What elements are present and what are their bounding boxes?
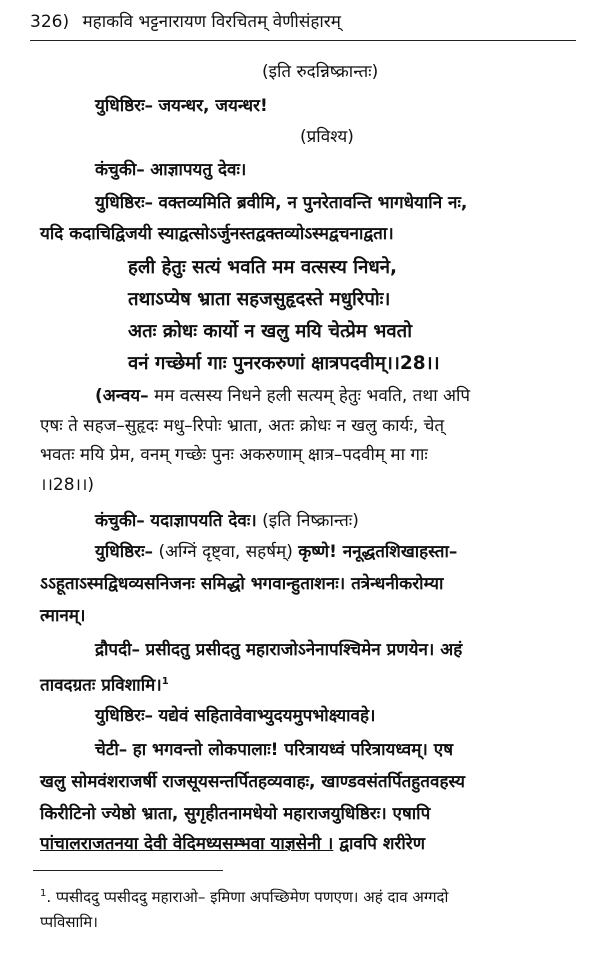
page-number: 326) xyxy=(30,12,70,32)
dialogue-text: वक्तव्यमिति ब्रवीमि, न पुनरेतावन्ति भागधेयानि नः, xyxy=(158,193,468,213)
dialogue-text: कृष्णे! ननूद्धतशिखाहस्ता– xyxy=(298,542,458,562)
footnote xyxy=(40,882,448,909)
speaker-name: युधिष्ठिरः– xyxy=(95,706,154,726)
speaker-name: चेटी– xyxy=(95,740,128,760)
stage-direction: (प्रविश्य) xyxy=(300,127,354,147)
dialogue-continuation: त्मानम्। xyxy=(40,606,86,626)
anvaya-line: भवतः मयि प्रेम, वनम् गच्छेः पुनः अकरुणाम् क्षात्र–पदवीम् मा गाः xyxy=(40,445,428,465)
dialogue-line xyxy=(95,191,467,215)
dialogue-line xyxy=(95,704,375,728)
speaker-name: द्रौपदी– xyxy=(95,640,141,660)
dialogue-continuation: ऽऽहूताऽस्मद्विधव्यसनिजनः समिद्धो भगवान्हुताशनः। तत्रेन्धनीकरोम्या xyxy=(40,574,444,594)
dialogue-line xyxy=(95,509,359,533)
verse-line: तथाऽप्येष भ्राता सहजसुहृदस्ते मधुरिपोः। xyxy=(128,289,391,310)
stage-direction: (इति रुदन्निष्क्रान्तः) xyxy=(262,62,379,82)
dialogue-continuation: किरीटिनो ज्येष्ठो भ्राता, सुगृहीतनामधेयो महाराजयुधिष्ठिरः। एषापि xyxy=(40,804,431,824)
dialogue-continuation xyxy=(40,670,169,698)
dialogue-continuation: खलु सोमवंशराजर्षी राजसूयसन्तर्पितहव्यवाहः, खाण्डवसंतर्पितहुतवहस्य xyxy=(40,772,465,792)
anvaya-line: एषः ते सहज–सुहृदः मधु–रिपोः भ्राता, अतः क्रोधः न खलु कार्यः, चेत् xyxy=(40,416,445,436)
dialogue-line xyxy=(95,94,268,118)
footnote-text: . प्पसीददु प्पसीददु महाराओ– इमिणा अपच्छिमेण पणएण। अहं दाव अग्गदो xyxy=(46,888,449,906)
dialogue-line xyxy=(95,540,457,564)
speaker-name: युधिष्ठिरः– xyxy=(95,96,154,116)
underlined-text: पांचालराजतनया देवी वेदिमध्यसम्भवा याज्ञसेनी । xyxy=(40,834,334,854)
dialogue-line xyxy=(95,638,462,662)
speaker-name: युधिष्ठिरः– xyxy=(95,193,154,213)
running-title: महाकवि भट्टनारायण विरचितम् वेणीसंहारम् xyxy=(82,12,341,32)
anvaya-label: (अन्वय– xyxy=(95,386,149,406)
verse-line: हली हेतुः सत्यं भवति मम वत्सस्य निधने, xyxy=(128,257,398,278)
footnote-marker: 1 xyxy=(161,676,169,687)
dialogue-continuation: यदि कदाचिद्विजयी स्याद्वत्सोऽर्जुनस्तद्वक्तव्योऽस्मद्वचनाद्वता। xyxy=(40,224,394,244)
dialogue-line xyxy=(95,158,246,182)
dialogue-text: यद्येवं सहितावेवाभ्युदयमुपभोक्ष्यावहे। xyxy=(158,706,376,726)
dialogue-continuation xyxy=(40,832,425,856)
stage-direction: (इति निष्क्रान्तः) xyxy=(262,511,359,531)
stage-direction: (अग्निं दृष्ट्वा, सहर्षम्) xyxy=(158,542,293,562)
dialogue-text: जयन्धर, जयन्धर! xyxy=(158,96,268,116)
dialogue-text: हा भगवन्तो लोकपालाः! परित्रायध्वं परित्रायध्वम्। एष xyxy=(132,740,454,760)
footnote-rule xyxy=(33,870,223,871)
page-header xyxy=(30,10,570,34)
speaker-name: कंचुकी– xyxy=(95,511,145,531)
verse-line: अतः क्रोधः कार्यो न खलु मयि चेत्प्रेम भवतो xyxy=(128,321,412,342)
footnote-number: 1 xyxy=(40,888,47,899)
header-rule xyxy=(30,40,576,41)
speaker-name: कंचुकी– xyxy=(95,160,145,180)
dialogue-text: यदाज्ञापयति देवः। xyxy=(150,511,257,531)
footnote-continuation: प्पविसामि। xyxy=(40,913,98,931)
dialogue-text: प्रसीदतु प्रसीदतु महाराजोऽनेनापश्चिमेन प्रणयेन। अहं xyxy=(145,640,463,660)
speaker-name: युधिष्ठिरः– xyxy=(95,542,154,562)
dialogue-text: आज्ञापयतु देवः। xyxy=(150,160,247,180)
anvaya-line: ।।28।।) xyxy=(40,475,95,495)
verse-line: वनं गच्छेर्मा गाः पुनरकरुणां क्षात्रपदवीम्।।28।। xyxy=(128,353,440,374)
anvaya-line xyxy=(95,384,470,408)
dialogue-text: द्वावपि शरीरेण xyxy=(339,834,426,854)
anvaya-text: मम वत्सस्य निधने हली सत्यम् हेतुः भवति, तथा अपि xyxy=(154,386,471,406)
dialogue-line xyxy=(95,738,453,762)
dialogue-text: तावदग्रतः प्रविशामि। xyxy=(40,675,162,696)
